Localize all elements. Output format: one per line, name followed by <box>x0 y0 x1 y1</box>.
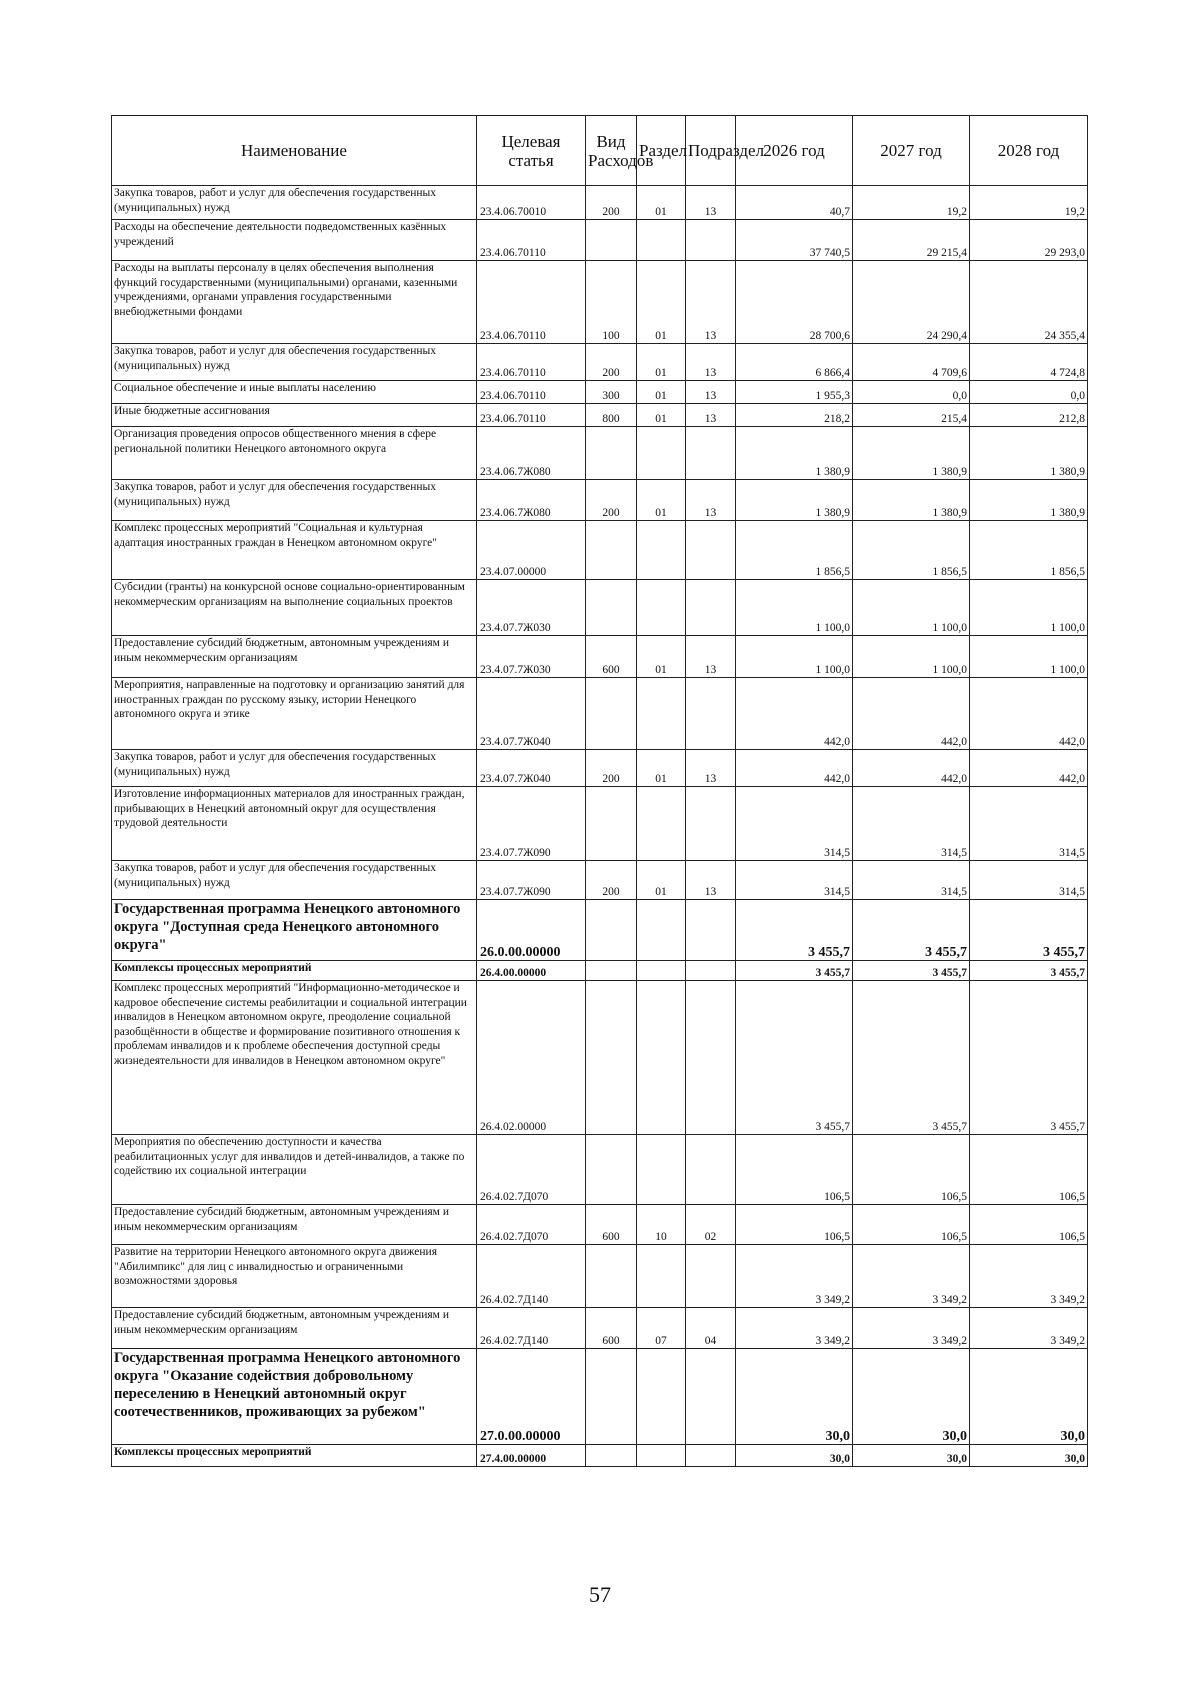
row-name: Предоставление субсидий бюджетным, автономным учреждениям и иным некоммерческим организациям <box>112 636 477 678</box>
row-value-2028: 1 380,9 <box>970 427 1088 480</box>
row-value-2026: 442,0 <box>736 750 853 787</box>
row-subsection: 13 <box>686 261 736 344</box>
table-row <box>112 678 1088 750</box>
row-section: 01 <box>637 404 686 427</box>
row-subsection <box>686 900 736 961</box>
budget-table <box>111 115 1088 1467</box>
row-expense-type: 600 <box>586 636 637 678</box>
row-expense-type <box>586 900 637 961</box>
row-name: Комплексы процессных мероприятий <box>112 1445 477 1467</box>
row-value-2028: 106,5 <box>970 1205 1088 1245</box>
row-section <box>637 678 686 750</box>
row-name: Мероприятия по обеспечению доступности и качества реабилитационных услуг для инвалидов и детей-инвалидов, а также по содействию их социальной интеграции <box>112 1135 477 1205</box>
row-subsection <box>686 521 736 580</box>
row-target-article: 23.4.07.7Ж040 <box>477 678 586 750</box>
header-year-2026: 2026 год <box>736 116 853 186</box>
row-target-article: 23.4.07.00000 <box>477 521 586 580</box>
row-value-2028: 442,0 <box>970 750 1088 787</box>
row-value-2027: 30,0 <box>853 1445 970 1467</box>
row-value-2027: 106,5 <box>853 1205 970 1245</box>
row-value-2028: 3 455,7 <box>970 961 1088 981</box>
row-name: Расходы на выплаты персоналу в целях обеспечения выполнения функций государственными (муниципальными) органами, казенными учреждениями, органами управления государственными внебюджетными фондами <box>112 261 477 344</box>
table-body <box>112 186 1088 1467</box>
row-section: 07 <box>637 1308 686 1349</box>
row-subsection: 13 <box>686 381 736 404</box>
row-section <box>637 961 686 981</box>
row-expense-type <box>586 220 637 261</box>
row-section: 01 <box>637 344 686 381</box>
row-target-article: 23.4.06.70110 <box>477 381 586 404</box>
row-value-2028: 212,8 <box>970 404 1088 427</box>
table-row <box>112 1349 1088 1445</box>
row-value-2028: 3 349,2 <box>970 1245 1088 1308</box>
table-row <box>112 861 1088 900</box>
row-name: Государственная программа Ненецкого автономного округа "Доступная среда Ненецкого автономного округа" <box>112 900 477 961</box>
row-target-article: 23.4.06.70110 <box>477 344 586 381</box>
row-value-2028: 30,0 <box>970 1349 1088 1445</box>
row-target-article: 26.4.00.00000 <box>477 961 586 981</box>
row-section <box>637 1445 686 1467</box>
row-section <box>637 427 686 480</box>
row-name: Организация проведения опросов общественного мнения в сфере региональной политики Ненецкого автономного округа <box>112 427 477 480</box>
row-target-article: 23.4.06.70110 <box>477 404 586 427</box>
row-subsection <box>686 1349 736 1445</box>
row-value-2027: 1 380,9 <box>853 480 970 521</box>
row-section <box>637 220 686 261</box>
table-row <box>112 961 1088 981</box>
row-value-2028: 442,0 <box>970 678 1088 750</box>
row-subsection: 02 <box>686 1205 736 1245</box>
header-expense-type: Вид Расходов <box>586 116 637 186</box>
header-name: Наименование <box>112 116 477 186</box>
row-value-2027: 215,4 <box>853 404 970 427</box>
row-value-2027: 106,5 <box>853 1135 970 1205</box>
row-value-2026: 1 100,0 <box>736 580 853 636</box>
row-subsection <box>686 1135 736 1205</box>
row-expense-type: 200 <box>586 186 637 220</box>
row-value-2027: 3 349,2 <box>853 1245 970 1308</box>
table-row <box>112 900 1088 961</box>
row-value-2026: 28 700,6 <box>736 261 853 344</box>
budget-table-container <box>111 115 1087 1467</box>
table-row <box>112 1245 1088 1308</box>
row-target-article: 26.4.02.7Д140 <box>477 1245 586 1308</box>
row-expense-type <box>586 1445 637 1467</box>
table-row <box>112 981 1088 1135</box>
table-row <box>112 580 1088 636</box>
table-row <box>112 1135 1088 1205</box>
row-expense-type <box>586 1135 637 1205</box>
row-value-2028: 29 293,0 <box>970 220 1088 261</box>
row-name: Субсидии (гранты) на конкурсной основе социально-ориентированным некоммерческим организациям на выполнение социальных проектов <box>112 580 477 636</box>
row-section: 01 <box>637 861 686 900</box>
row-name: Иные бюджетные ассигнования <box>112 404 477 427</box>
row-name: Мероприятия, направленные на подготовку и организацию занятий для иностранных граждан по русскому языку, истории Ненецкого автономного округа и этике <box>112 678 477 750</box>
row-subsection: 13 <box>686 636 736 678</box>
row-value-2028: 19,2 <box>970 186 1088 220</box>
row-target-article: 23.4.06.70110 <box>477 220 586 261</box>
row-section <box>637 787 686 861</box>
row-name: Расходы на обеспечение деятельности подведомственных казённых учреждений <box>112 220 477 261</box>
row-value-2028: 106,5 <box>970 1135 1088 1205</box>
row-expense-type <box>586 580 637 636</box>
row-expense-type: 300 <box>586 381 637 404</box>
table-row <box>112 480 1088 521</box>
row-expense-type <box>586 961 637 981</box>
row-expense-type: 800 <box>586 404 637 427</box>
table-row <box>112 787 1088 861</box>
table-row <box>112 636 1088 678</box>
row-value-2028: 0,0 <box>970 381 1088 404</box>
row-expense-type: 200 <box>586 750 637 787</box>
row-value-2026: 218,2 <box>736 404 853 427</box>
row-subsection: 13 <box>686 861 736 900</box>
row-section <box>637 900 686 961</box>
row-value-2028: 314,5 <box>970 787 1088 861</box>
row-value-2027: 24 290,4 <box>853 261 970 344</box>
row-target-article: 23.4.06.70010 <box>477 186 586 220</box>
row-value-2027: 1 100,0 <box>853 636 970 678</box>
row-subsection: 04 <box>686 1308 736 1349</box>
row-value-2027: 0,0 <box>853 381 970 404</box>
table-row <box>112 220 1088 261</box>
row-name: Закупка товаров, работ и услуг для обеспечения государственных (муниципальных) нужд <box>112 186 477 220</box>
row-section: 01 <box>637 750 686 787</box>
row-value-2027: 3 455,7 <box>853 981 970 1135</box>
row-value-2027: 442,0 <box>853 678 970 750</box>
row-subsection <box>686 787 736 861</box>
table-row <box>112 750 1088 787</box>
header-year-2027: 2027 год <box>853 116 970 186</box>
header-subsection: Подраздел <box>686 116 736 186</box>
row-value-2027: 3 455,7 <box>853 900 970 961</box>
row-value-2028: 3 455,7 <box>970 981 1088 1135</box>
row-subsection: 13 <box>686 186 736 220</box>
row-name: Закупка товаров, работ и услуг для обеспечения государственных (муниципальных) нужд <box>112 344 477 381</box>
row-value-2026: 30,0 <box>736 1349 853 1445</box>
row-section <box>637 580 686 636</box>
row-subsection <box>686 981 736 1135</box>
page-number: 57 <box>589 1582 611 1607</box>
row-value-2028: 3 349,2 <box>970 1308 1088 1349</box>
row-section <box>637 521 686 580</box>
row-target-article: 23.4.07.7Ж090 <box>477 861 586 900</box>
row-value-2027: 29 215,4 <box>853 220 970 261</box>
row-expense-type: 600 <box>586 1205 637 1245</box>
table-row <box>112 1445 1088 1467</box>
row-value-2028: 4 724,8 <box>970 344 1088 381</box>
row-name: Социальное обеспечение и иные выплаты населению <box>112 381 477 404</box>
row-section: 01 <box>637 186 686 220</box>
row-subsection: 13 <box>686 480 736 521</box>
row-target-article: 26.4.02.7Д140 <box>477 1308 586 1349</box>
row-expense-type <box>586 981 637 1135</box>
row-section: 01 <box>637 480 686 521</box>
table-row <box>112 381 1088 404</box>
row-value-2028: 3 455,7 <box>970 900 1088 961</box>
row-expense-type <box>586 521 637 580</box>
row-expense-type <box>586 678 637 750</box>
table-row <box>112 427 1088 480</box>
row-value-2026: 1 955,3 <box>736 381 853 404</box>
row-target-article: 27.4.00.00000 <box>477 1445 586 1467</box>
row-section: 10 <box>637 1205 686 1245</box>
row-value-2026: 6 866,4 <box>736 344 853 381</box>
row-expense-type <box>586 787 637 861</box>
row-target-article: 27.0.00.00000 <box>477 1349 586 1445</box>
row-value-2026: 314,5 <box>736 861 853 900</box>
row-section: 01 <box>637 261 686 344</box>
row-name: Предоставление субсидий бюджетным, автономным учреждениям и иным некоммерческим организациям <box>112 1308 477 1349</box>
row-subsection: 13 <box>686 404 736 427</box>
row-value-2026: 37 740,5 <box>736 220 853 261</box>
row-section <box>637 981 686 1135</box>
row-expense-type: 600 <box>586 1308 637 1349</box>
row-target-article: 23.4.06.7Ж080 <box>477 427 586 480</box>
row-subsection <box>686 678 736 750</box>
row-subsection <box>686 961 736 981</box>
table-row <box>112 261 1088 344</box>
row-target-article: 26.4.02.7Д070 <box>477 1135 586 1205</box>
row-target-article: 23.4.06.7Ж080 <box>477 480 586 521</box>
row-value-2027: 1 856,5 <box>853 521 970 580</box>
row-value-2027: 1 100,0 <box>853 580 970 636</box>
row-name: Комплекс процессных мероприятий "Социальная и культурная адаптация иностранных граждан в Ненецком автономном округе" <box>112 521 477 580</box>
row-expense-type: 200 <box>586 344 637 381</box>
row-value-2028: 314,5 <box>970 861 1088 900</box>
row-expense-type <box>586 1349 637 1445</box>
row-expense-type <box>586 427 637 480</box>
table-row <box>112 521 1088 580</box>
table-row <box>112 404 1088 427</box>
row-value-2026: 1 100,0 <box>736 636 853 678</box>
row-section <box>637 1245 686 1308</box>
row-value-2026: 1 856,5 <box>736 521 853 580</box>
row-value-2026: 3 455,7 <box>736 900 853 961</box>
row-value-2028: 24 355,4 <box>970 261 1088 344</box>
row-expense-type <box>586 1245 637 1308</box>
row-target-article: 23.4.06.70110 <box>477 261 586 344</box>
row-value-2026: 30,0 <box>736 1445 853 1467</box>
row-subsection <box>686 580 736 636</box>
table-row <box>112 186 1088 220</box>
row-section <box>637 1349 686 1445</box>
row-target-article: 26.4.02.7Д070 <box>477 1205 586 1245</box>
row-value-2026: 3 349,2 <box>736 1245 853 1308</box>
row-expense-type: 200 <box>586 861 637 900</box>
header-year-2028: 2028 год <box>970 116 1088 186</box>
row-section <box>637 1135 686 1205</box>
row-name: Комплексы процессных мероприятий <box>112 961 477 981</box>
row-value-2026: 3 455,7 <box>736 961 853 981</box>
row-value-2026: 1 380,9 <box>736 480 853 521</box>
row-name: Закупка товаров, работ и услуг для обеспечения государственных (муниципальных) нужд <box>112 750 477 787</box>
row-value-2027: 442,0 <box>853 750 970 787</box>
row-value-2028: 1 100,0 <box>970 636 1088 678</box>
row-value-2026: 40,7 <box>736 186 853 220</box>
row-target-article: 23.4.07.7Ж030 <box>477 636 586 678</box>
row-value-2026: 106,5 <box>736 1205 853 1245</box>
row-value-2028: 1 856,5 <box>970 521 1088 580</box>
row-value-2027: 19,2 <box>853 186 970 220</box>
row-section: 01 <box>637 381 686 404</box>
row-subsection: 13 <box>686 344 736 381</box>
row-name: Закупка товаров, работ и услуг для обеспечения государственных (муниципальных) нужд <box>112 480 477 521</box>
row-subsection: 13 <box>686 750 736 787</box>
row-value-2026: 3 455,7 <box>736 981 853 1135</box>
header-section: Раздел <box>637 116 686 186</box>
row-value-2026: 314,5 <box>736 787 853 861</box>
row-name: Изготовление информационных материалов для иностранных граждан, прибывающих в Ненецкий автономный округ для осуществления трудовой деятельности <box>112 787 477 861</box>
row-value-2027: 1 380,9 <box>853 427 970 480</box>
row-value-2026: 442,0 <box>736 678 853 750</box>
table-row <box>112 344 1088 381</box>
row-value-2026: 3 349,2 <box>736 1308 853 1349</box>
row-value-2026: 1 380,9 <box>736 427 853 480</box>
row-subsection <box>686 1445 736 1467</box>
row-target-article: 23.4.07.7Ж040 <box>477 750 586 787</box>
row-value-2027: 3 349,2 <box>853 1308 970 1349</box>
row-expense-type: 100 <box>586 261 637 344</box>
row-value-2027: 314,5 <box>853 787 970 861</box>
row-value-2027: 314,5 <box>853 861 970 900</box>
row-target-article: 23.4.07.7Ж090 <box>477 787 586 861</box>
row-name: Комплекс процессных мероприятий "Информационно-методическое и кадровое обеспечение системы реабилитации и социальной интеграции инвалидов в Ненецком автономном округе, преодоление социальной разобщённости в обществе и формирование позитивного отношения к проблемам инвалидов и к проблеме обеспечения доступной среды жизнедеятельности для инвалидов в Ненецком автономном округе" <box>112 981 477 1135</box>
row-value-2027: 4 709,6 <box>853 344 970 381</box>
row-name: Развитие на территории Ненецкого автономного округа движения "Абилимпикс" для лиц с инвалидностью и ограниченными возможностями здоровья <box>112 1245 477 1308</box>
row-name: Закупка товаров, работ и услуг для обеспечения государственных (муниципальных) нужд <box>112 861 477 900</box>
row-subsection <box>686 427 736 480</box>
row-value-2028: 1 100,0 <box>970 580 1088 636</box>
row-name: Государственная программа Ненецкого автономного округа "Оказание содействия добровольному переселению в Ненецкий автономный округ соотечественников, проживающих за рубежом" <box>112 1349 477 1445</box>
row-expense-type: 200 <box>586 480 637 521</box>
row-name: Предоставление субсидий бюджетным, автономным учреждениям и иным некоммерческим организациям <box>112 1205 477 1245</box>
table-row <box>112 1308 1088 1349</box>
row-value-2028: 30,0 <box>970 1445 1088 1467</box>
table-row <box>112 1205 1088 1245</box>
row-target-article: 26.4.02.00000 <box>477 981 586 1135</box>
table-header-row <box>112 116 1088 186</box>
row-section: 01 <box>637 636 686 678</box>
row-value-2027: 3 455,7 <box>853 961 970 981</box>
header-target-article: Целевая статья <box>477 116 586 186</box>
row-value-2026: 106,5 <box>736 1135 853 1205</box>
row-subsection <box>686 1245 736 1308</box>
row-target-article: 26.0.00.00000 <box>477 900 586 961</box>
row-value-2027: 30,0 <box>853 1349 970 1445</box>
row-value-2028: 1 380,9 <box>970 480 1088 521</box>
row-subsection <box>686 220 736 261</box>
row-target-article: 23.4.07.7Ж030 <box>477 580 586 636</box>
